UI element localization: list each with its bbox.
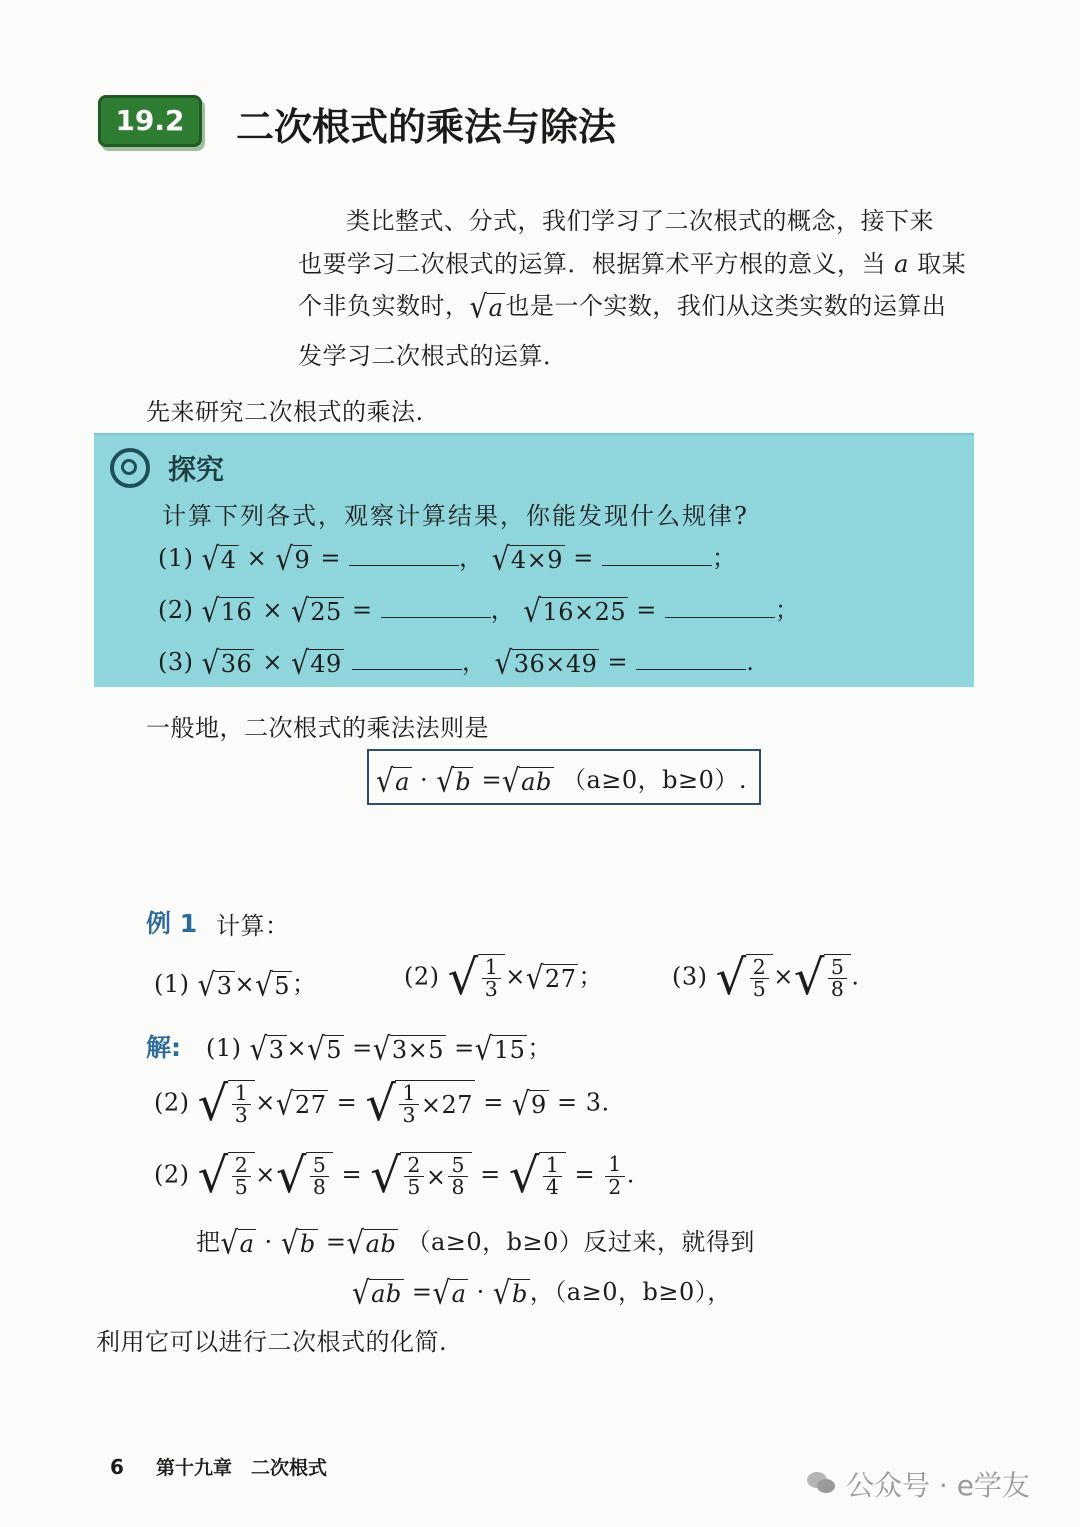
intro-line-2b: 取某	[917, 250, 967, 278]
answer-blank[interactable]	[352, 643, 462, 670]
intro-line-2	[298, 244, 966, 279]
intro-line-3b: 也是一个实数，我们从这类实数的运算出	[505, 292, 947, 320]
solution-1: (1) √ 3 × √ 5 = √ 3×5 = √ 15 ；	[206, 1029, 552, 1068]
example-part-1: (1) √ 3 × √ 5 ；	[154, 965, 317, 1004]
reverse-line-2: √ ab = √ a · √ b ，（a≥0，b≥0），	[352, 1273, 732, 1312]
answer-blank[interactable]	[381, 591, 491, 618]
explore-title: 探究	[168, 453, 225, 486]
page-number: 6	[110, 1455, 124, 1479]
solution-2: (2) √ $\frac{1}{3}$ × √ 27 = √ $\frac{1}{3}$ ×27 = √ 9 = 3.	[154, 1076, 610, 1132]
answer-blank[interactable]	[602, 539, 712, 566]
explore-icon	[110, 448, 150, 488]
reverse-tail: 利用它可以进行二次根式的化简.	[96, 1328, 448, 1356]
wechat-icon	[806, 1470, 836, 1496]
section-title: 二次根式的乘法与除法	[236, 105, 617, 149]
chapter-name: 第十九章 二次根式	[156, 1457, 328, 1479]
section-number-badge: 19.2	[98, 95, 202, 147]
intro-line-3a: 个非负实数时，	[298, 292, 470, 320]
reverse-line-1: 把 √ a · √ b = √ ab （a≥0，b≥0）反过来，就得到	[196, 1223, 755, 1262]
example-label: 例 1	[146, 909, 198, 938]
watermark-text: 公众号 · e学友	[846, 1469, 1030, 1502]
general-text: 一般地，二次根式的乘法法则是	[146, 714, 489, 742]
variable-a: a	[894, 250, 909, 278]
example-part-3: (3) √ $\frac{2}{5}$ × √ $\frac{5}{8}$ .	[672, 950, 860, 1006]
example-text: 计算：	[216, 912, 290, 940]
solution-3: (2) √ $\frac{2}{5}$ × √ $\frac{5}{8}$ = √ $\frac{2}{5}$ × $\frac{5}{8}$ = √ $\frac{1}{4}$ = $\frac{1}{2}$ .	[154, 1148, 635, 1204]
intro-line-2a: 也要学习二次根式的运算．根据算术平方根的意义，当	[298, 250, 886, 278]
explore-item-1: (1) √ 4 × √ 9 = ， √ 4×9 = ；	[158, 539, 737, 578]
intro-line-1: 类比整式、分式，我们学习了二次根式的概念，接下来	[346, 207, 934, 235]
intro-line-4: 发学习二次根式的运算．	[298, 342, 568, 370]
explore-question: 计算下列各式，观察计算结果，你能发现什么规律?	[162, 502, 749, 530]
intro-line-3	[298, 286, 947, 326]
answer-blank[interactable]	[349, 539, 459, 566]
answer-blank[interactable]	[636, 643, 746, 670]
solution-label: 解:	[146, 1033, 181, 1062]
answer-blank[interactable]	[665, 591, 775, 618]
lead-text: 先来研究二次根式的乘法.	[146, 398, 424, 426]
explore-item-2: (2) √ 16 × √ 25 = ， √ 16×25 = ；	[158, 591, 800, 630]
sqrt-a: √ a	[469, 287, 504, 326]
explore-item-3: (3) √ 36 × √ 49 ， √ 36×49 = .	[158, 643, 755, 682]
example-part-2: (2) √ $\frac{1}{3}$ × √ 27 ；	[404, 950, 603, 1006]
multiplication-rule: √ a · √ b = √ ab （a≥0，b≥0）.	[376, 761, 748, 800]
badge-divider	[188, 98, 192, 142]
